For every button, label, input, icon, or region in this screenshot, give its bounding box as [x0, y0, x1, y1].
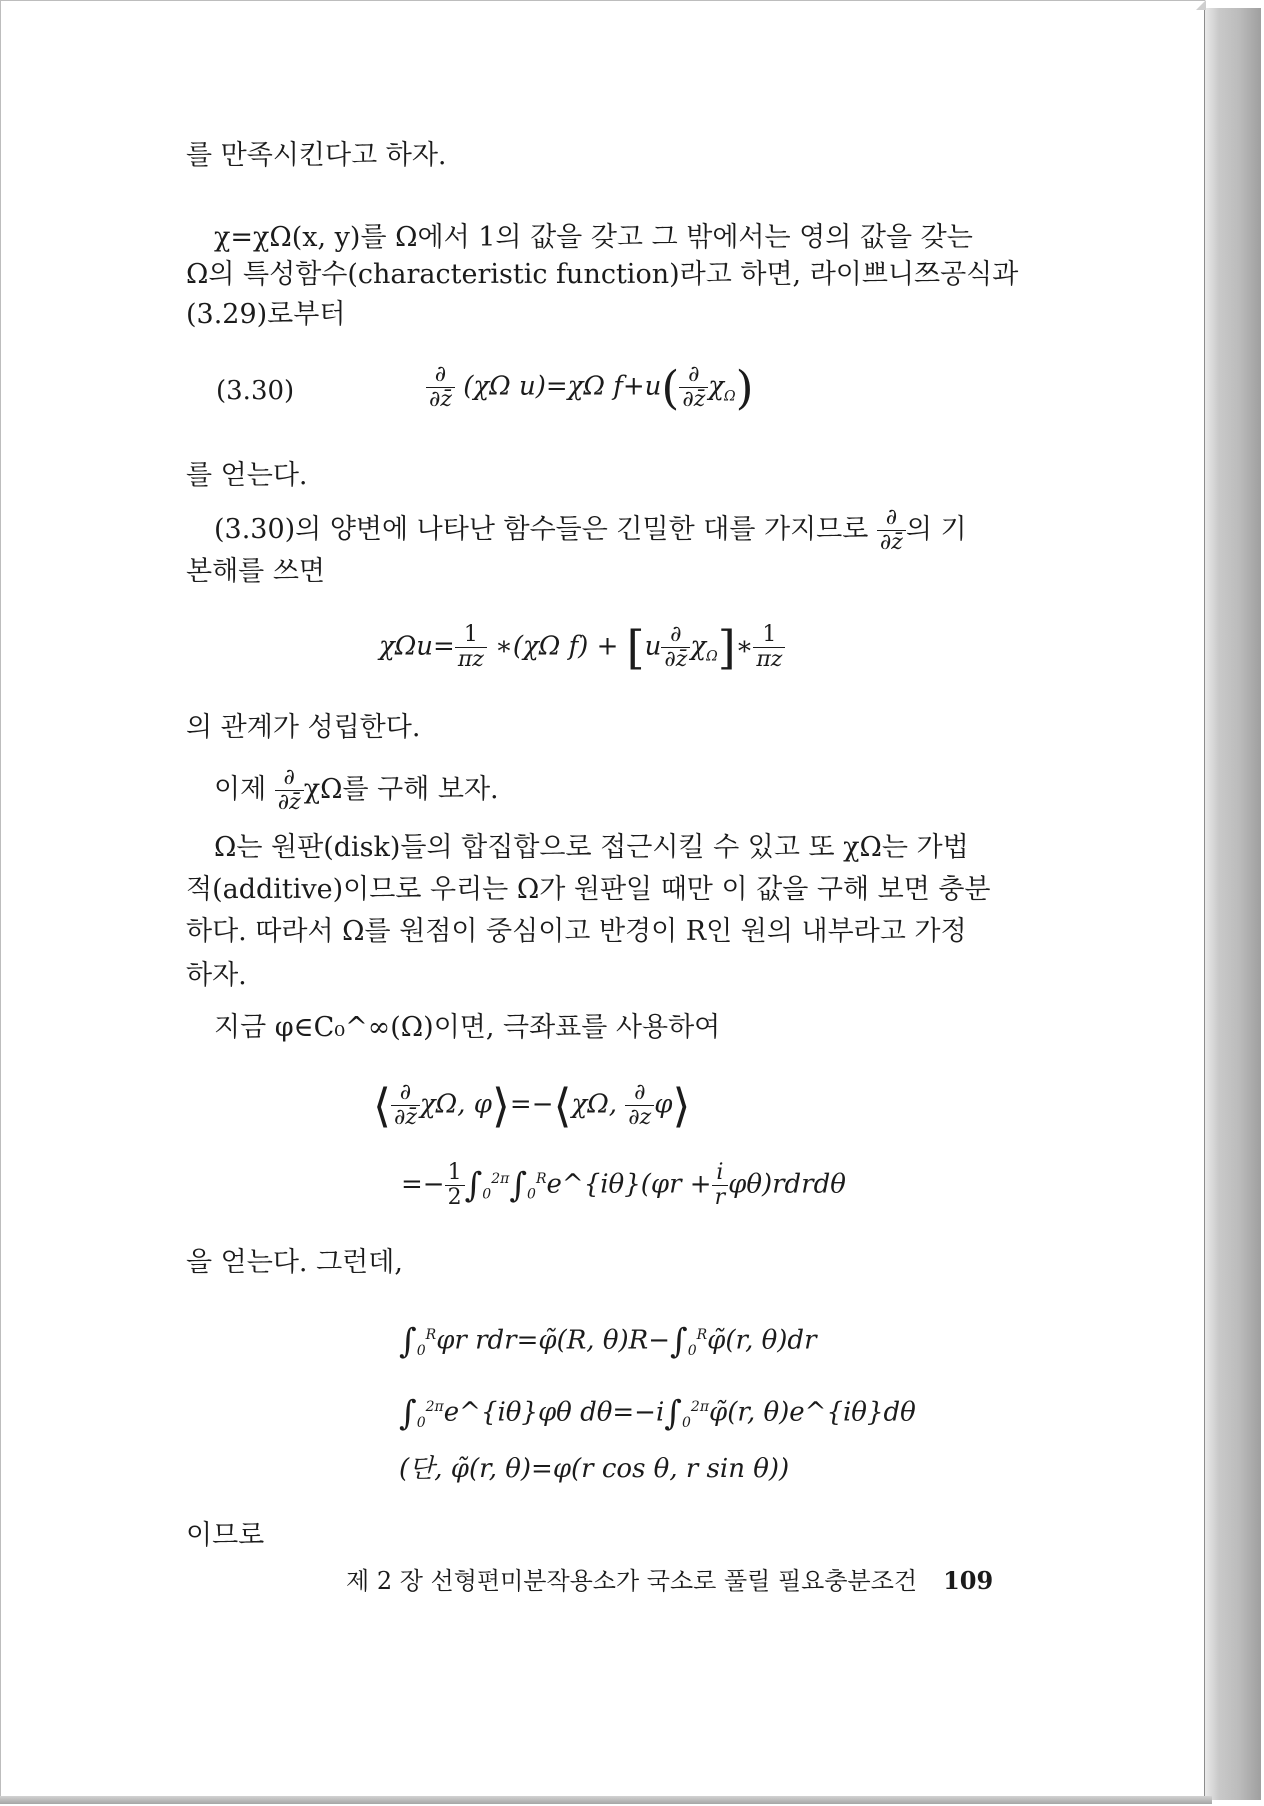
equation-body: φ̃(r, θ)dr [707, 1325, 817, 1356]
equation-body: φ̃(r, θ)e^{iθ}dθ [709, 1397, 916, 1428]
page-number: 109 [943, 1566, 994, 1595]
book-spine-edge [1204, 8, 1261, 1800]
chapter-title: 제 2 장 선형편미분작용소가 국소로 풀릴 필요충분조건 [346, 1567, 918, 1595]
text-segment: (3.30)의 양변에 나타난 함수들은 긴밀한 대를 가지므로 [214, 514, 869, 545]
polar-equation: =− $\frac{1}{2}$ $\int_0^{2\pi}\int_0^Re\^{}\{i\theta\}(\varphi r$ + $\frac{i}{r}$ φθ)rdrdθ [401, 1160, 846, 1210]
equation-body: φr rdr=φ̃(R, θ)R− [436, 1325, 670, 1356]
equation-body: e^{iθ}(φr + [546, 1169, 712, 1200]
partial-fraction: $\frac{\partial}{\partial z̄}$ [679, 363, 708, 412]
partial-fraction: $\frac{\partial}{\partial z̄}$ [877, 506, 906, 555]
integration-identity-1: $\int_0^R\varphi r$ rdr=φ̃(R, $\theta)R-\int_0^R\varphĩ(r$, θ)dr [399, 1321, 817, 1362]
integration-identity-2: $\int_0^{2\pi}e\^{}\{i\theta\}\varphi\theta$ $d\theta=-i\int_0^{2\pi}\varphĩ(r$, θ)e^{iθ}dθ [399, 1393, 916, 1434]
text-segment: 이제 [214, 774, 267, 805]
text-line: 지금 φ∈C₀^∞(Ω)이면, 극좌표를 사용하여 [214, 1012, 721, 1043]
equation-body: χΩu= [379, 631, 455, 662]
partial-fraction: $\frac{\partial}{\partial z̄}$ [426, 363, 455, 412]
equation-body: =− [509, 1089, 554, 1120]
text-line: 이므로 [186, 1520, 265, 1551]
text-line: 적(additive)이므로 우리는 Ω가 원판일 때만 이 값을 구해 보면 충분 [186, 874, 991, 905]
equation-body: φθ)rdrdθ [728, 1169, 846, 1200]
equation-body: ∗(χΩ f) + [495, 631, 619, 662]
equation-body: e^{iθ}φθ dθ=−i [443, 1397, 665, 1428]
equation-3-30: $\frac{\partial}{\partial z̄}$ (χΩ u)=χΩ f+u( $\frac{\partial}{\partial z̄}$ $\chi_\Omega$) [426, 363, 754, 413]
text-line: 를 얻는다. [186, 460, 308, 491]
tilde-definition-note: (단, φ̃(r, θ)=φ(r cos θ, r sin θ)) [399, 1454, 790, 1484]
text-line: 의 관계가 성립한다. [186, 712, 421, 743]
equation-body: χΩ, [571, 1089, 618, 1120]
page-footer [346, 1566, 993, 1596]
book-bottom-edge [0, 1796, 1212, 1804]
text-line [214, 506, 967, 555]
partial-fraction: $\frac{\partial}{\partial z̄}$ [275, 766, 304, 815]
text-line: Ω의 특성함수(characteristic function)라고 하면, 라이쁘니쯔공식과 [186, 259, 1019, 290]
text-line: 를 만족시킨다고 하자. [186, 140, 447, 171]
text-line: 본해를 쓰면 [186, 556, 325, 587]
pairing-equation: ⟨ $\frac{\partial}{\partial z̄}$ χΩ, φ⟩=−⟨χΩ, $\frac{\partial}{\partial z}$ φ⟩ [373, 1078, 691, 1133]
text-line: 하자. [186, 960, 247, 991]
text-segment: 의 기 [905, 514, 967, 545]
text-line: (3.29)로부터 [186, 299, 346, 330]
text-line: Ω는 원판(disk)들의 합집합으로 접근시킬 수 있고 또 χΩ는 가법 [214, 832, 969, 863]
text-line: 하다. 따라서 Ω를 원점이 중심이고 반경이 R인 원의 내부라고 가정 [186, 916, 967, 947]
text-line: 을 얻는다. 그런데, [186, 1247, 403, 1278]
text-line [214, 766, 499, 815]
book-spine-corner [1196, 0, 1206, 10]
convolution-equation: χΩu= $\frac{1}{\pi z}$ ∗(χΩ f) + [u $\frac{\partial}{\partial z̄}$ $\chi_\Omega]∗$ $\frac{1}{\pi z}$ [379, 623, 785, 673]
text-line: χ=χΩ(x, y)를 Ω에서 1의 값을 갖고 그 밖에서는 영의 값을 갖는 [214, 222, 973, 253]
equation-number: (3.30) [216, 376, 295, 406]
equation-body: (χΩ u)=χΩ f+u [463, 371, 662, 402]
text-segment: χΩ를 구해 보자. [303, 774, 499, 805]
equation-body: χΩ, φ [419, 1089, 492, 1120]
equation-body: =− [401, 1169, 445, 1200]
